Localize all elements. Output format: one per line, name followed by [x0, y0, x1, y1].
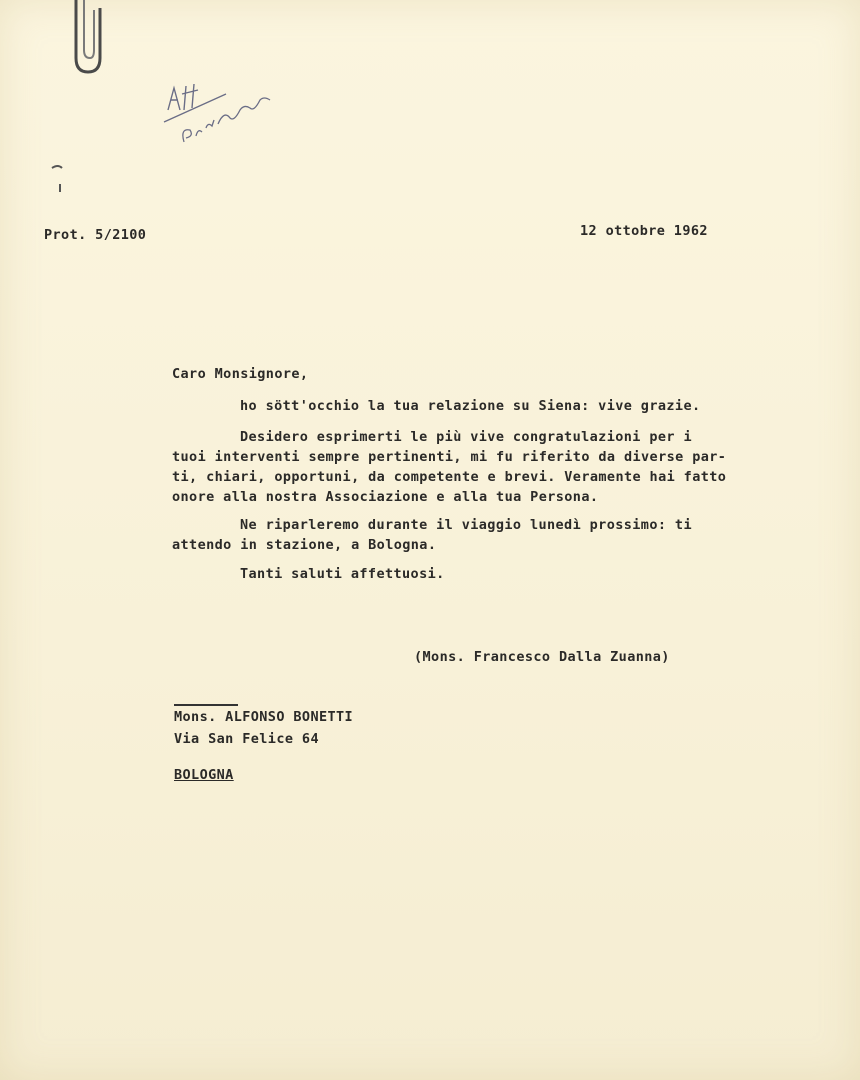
- paragraph-2-line: onore alla nostra Associazione e alla tua Persona.: [172, 489, 599, 505]
- closing: Tanti saluti affettuosi.: [240, 566, 445, 582]
- paragraph-2: [172, 427, 726, 507]
- paragraph-2-line: ti, chiari, opportuni, da competente e brevi. Veramente hai fatto: [172, 469, 727, 485]
- recipient-city: BOLOGNA: [174, 767, 234, 783]
- signature: (Mons. Francesco Dalla Zuanna): [414, 649, 670, 665]
- paragraph-3: [172, 515, 692, 555]
- recipient-street: Via San Felice 64: [174, 731, 319, 747]
- salutation: Caro Monsignore,: [172, 366, 309, 382]
- paper-clip-icon: [68, 0, 108, 80]
- handwritten-annotation-icon: [160, 70, 300, 160]
- paragraph-3-line: attendo in stazione, a Bologna.: [172, 537, 437, 553]
- address-rule: [174, 704, 238, 706]
- paragraph-2-line: tuoi interventi sempre pertinenti, mi fu riferito da diverse par-: [172, 449, 727, 465]
- recipient-name: Mons. ALFONSO BONETTI: [174, 709, 354, 725]
- letter-date: 12 ottobre 1962: [580, 223, 708, 239]
- protocol-number: Prot. 5/2100: [44, 227, 147, 243]
- paragraph-2-line: Desidero esprimerti le più vive congratulazioni per i: [240, 429, 692, 445]
- paragraph-3-line: Ne riparleremo durante il viaggio lunedì prossimo: ti: [240, 517, 692, 533]
- margin-mark-icon: [48, 160, 72, 200]
- paragraph-1: ho sött'occhio la tua relazione su Siena: vive grazie.: [240, 398, 701, 414]
